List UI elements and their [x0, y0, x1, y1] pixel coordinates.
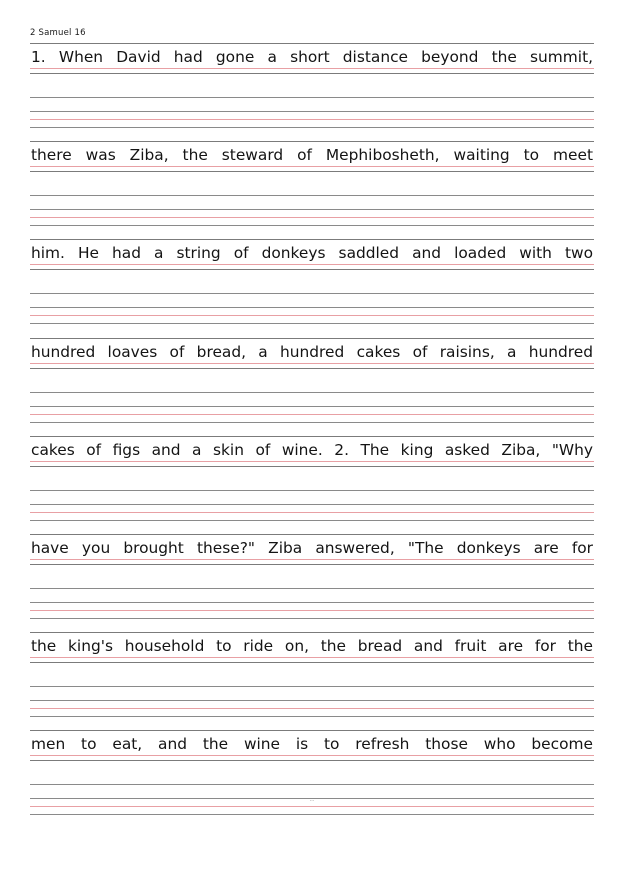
- worksheet-text-line: [31, 634, 593, 658]
- rule-line-bottom: [30, 564, 594, 565]
- rule-line-top: [30, 239, 594, 240]
- worksheet-text-line-content: him. He had a string of donkeys saddled and loaded with two: [31, 244, 593, 263]
- practice-rule-midline: [30, 610, 594, 611]
- worksheet-text-line-content: the king's household to ride on, the bread and fruit are for the: [31, 637, 593, 656]
- rule-line-top: [30, 43, 594, 44]
- rule-line-bottom: [30, 368, 594, 369]
- worksheet-text-line: [31, 732, 593, 756]
- practice-rule-bottom: [30, 520, 594, 521]
- practice-rule-upper: [30, 209, 594, 210]
- practice-rule-bottom: [30, 422, 594, 423]
- worksheet-title: 2 Samuel 16: [30, 28, 86, 38]
- practice-rule-midline: [30, 414, 594, 415]
- worksheet-text-line-content: cakes of figs and a skin of wine. 2. The king asked Ziba, "Why: [31, 440, 593, 459]
- practice-rule-upper: [30, 700, 594, 701]
- worksheet-text-line: [31, 241, 593, 265]
- ruled-line-block: [0, 140, 624, 238]
- rule-line-top: [30, 632, 594, 633]
- practice-rule-upper: [30, 111, 594, 112]
- worksheet-text-line-content: have you brought these?" Ziba answered, "The donkeys are for: [31, 539, 593, 557]
- worksheet-text-line-content: 1. When David had gone a short distance beyond the summit,: [31, 48, 593, 66]
- rule-line-bottom: [30, 760, 594, 761]
- worksheet-text-line-content: men to eat, and the wine is to refresh those who become: [31, 735, 593, 754]
- rule-line-bottom: [30, 73, 594, 74]
- rule-line-bottom: [30, 662, 594, 663]
- practice-rule-bottom: [30, 127, 594, 128]
- worksheet-text-line: [31, 536, 593, 560]
- worksheet-text-line-content: hundred loaves of bread, a hundred cakes of raisins, a hundred: [31, 342, 593, 361]
- practice-rule-top: [30, 686, 594, 687]
- practice-rule-upper: [30, 602, 594, 603]
- worksheet-text-line: [31, 143, 593, 167]
- practice-rule-top: [30, 97, 594, 98]
- practice-rule-top: [30, 195, 594, 196]
- page-footer-mark: ..: [309, 795, 315, 803]
- practice-rule-bottom: [30, 225, 594, 226]
- rule-line-top: [30, 338, 594, 339]
- ruled-line-block: [0, 435, 624, 533]
- practice-rule-bottom: [30, 618, 594, 619]
- ruled-line-block: [0, 533, 624, 631]
- practice-rule-midline: [30, 119, 594, 120]
- practice-rule-midline: [30, 708, 594, 709]
- ruled-line-block: [0, 631, 624, 729]
- rule-line-top: [30, 436, 594, 437]
- practice-rule-top: [30, 490, 594, 491]
- practice-rule-midline: [30, 512, 594, 513]
- practice-rule-top: [30, 293, 594, 294]
- rule-line-bottom: [30, 466, 594, 467]
- rule-line-bottom: [30, 269, 594, 270]
- ruled-line-block: [0, 42, 624, 140]
- ruled-line-block: [0, 729, 624, 827]
- rule-line-top: [30, 730, 594, 731]
- practice-rule-top: [30, 784, 594, 785]
- worksheet-text-line-content: there was Ziba, the steward of Mephibosheth, waiting to meet: [31, 146, 593, 165]
- practice-rule-bottom: [30, 814, 594, 815]
- practice-rule-upper: [30, 406, 594, 407]
- worksheet-text-line: [31, 340, 593, 364]
- practice-rule-midline: [30, 806, 594, 807]
- worksheet-text-line: [31, 438, 593, 462]
- practice-rule-midline: [30, 315, 594, 316]
- rule-line-top: [30, 141, 594, 142]
- rule-line-top: [30, 534, 594, 535]
- practice-rule-bottom: [30, 323, 594, 324]
- practice-rule-midline: [30, 217, 594, 218]
- practice-rule-upper: [30, 307, 594, 308]
- rule-line-bottom: [30, 171, 594, 172]
- ruled-line-block: [0, 238, 624, 336]
- practice-rule-upper: [30, 504, 594, 505]
- practice-rule-top: [30, 392, 594, 393]
- ruled-line-block: [0, 337, 624, 435]
- practice-rule-bottom: [30, 716, 594, 717]
- worksheet-text-line: [31, 45, 593, 69]
- practice-rule-top: [30, 588, 594, 589]
